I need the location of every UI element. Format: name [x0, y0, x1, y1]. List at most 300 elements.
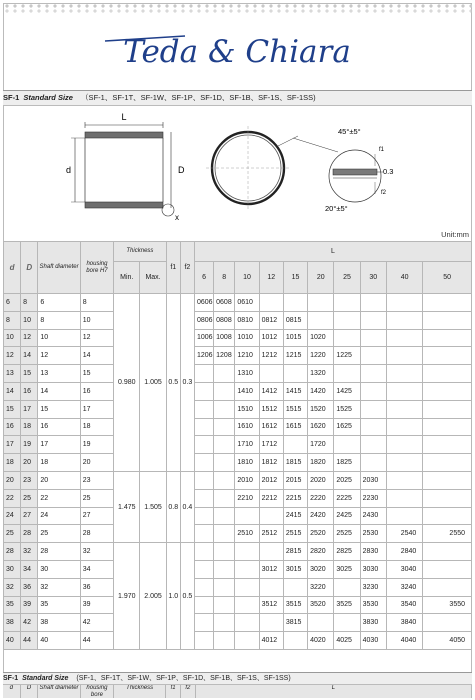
- cell-L-8: [214, 578, 235, 596]
- cell-shaft: 10: [38, 329, 80, 347]
- dim-D: D: [178, 165, 185, 175]
- cell-D: 8: [21, 294, 38, 312]
- cell-L-40: [386, 489, 422, 507]
- cell-L-20: 2820: [308, 543, 334, 561]
- cell-housing: 19: [80, 436, 113, 454]
- cell-L-12: 1712: [259, 436, 283, 454]
- cell-L-12: 1812: [259, 454, 283, 472]
- cell-L-50: [423, 347, 472, 365]
- cell-L-8: 1008: [214, 329, 235, 347]
- cell-L-10: 1410: [235, 382, 259, 400]
- table-row: [4, 347, 472, 365]
- cell-L-50: 4050: [423, 632, 472, 650]
- cell-housing: 42: [80, 614, 113, 632]
- cell-L-25: 1625: [334, 418, 360, 436]
- angle-top: 45°±5°: [338, 127, 361, 136]
- cell-L-40: [386, 418, 422, 436]
- cell-L-10: 1610: [235, 418, 259, 436]
- chamfer-f1: f1: [379, 147, 385, 153]
- cell-L-12: 1212: [259, 347, 283, 365]
- cell-L-50: [423, 454, 472, 472]
- cell-housing: 32: [80, 543, 113, 561]
- cell-L-30: [360, 454, 386, 472]
- dim-d: d: [66, 165, 72, 175]
- cell-shaft: 17: [38, 436, 80, 454]
- cell-L-20: 2520: [308, 525, 334, 543]
- cell-f2: 0.5: [180, 543, 194, 650]
- cell-D: 12: [21, 329, 38, 347]
- chamfer-detail: [293, 127, 393, 213]
- cell-L-40: [386, 471, 422, 489]
- header-label: Standard Size: [23, 93, 73, 102]
- col-L-15: 15: [283, 262, 307, 294]
- cell-L-30: [360, 365, 386, 383]
- cell-L-30: [360, 436, 386, 454]
- cell-L-6: [194, 614, 213, 632]
- cell-d: 24: [4, 507, 21, 525]
- cell-shaft: 16: [38, 418, 80, 436]
- cell-L-50: [423, 382, 472, 400]
- cell-L-12: [259, 365, 283, 383]
- cell-L-12: [259, 507, 283, 525]
- cell-L-15: [283, 436, 307, 454]
- cell-L-6: [194, 525, 213, 543]
- cell-D: 27: [21, 507, 38, 525]
- cell-L-50: [423, 436, 472, 454]
- cell-shaft: 30: [38, 560, 80, 578]
- cell-shaft: 32: [38, 578, 80, 596]
- cell-thickness-max: 2.005: [140, 543, 166, 650]
- cell-shaft: 25: [38, 525, 80, 543]
- cell-housing: 8: [80, 294, 113, 312]
- cell-housing: 28: [80, 525, 113, 543]
- col-D: D: [21, 242, 38, 294]
- cell-d: 20: [4, 471, 21, 489]
- cell-L-10: 0610: [235, 294, 259, 312]
- cell-L-15: 2015: [283, 471, 307, 489]
- cell-housing: 20: [80, 454, 113, 472]
- cell-D: 39: [21, 596, 38, 614]
- col-L-10: 10: [235, 262, 259, 294]
- cell-d: 25: [4, 525, 21, 543]
- cell-L-40: [386, 507, 422, 525]
- cell-L-6: [194, 507, 213, 525]
- bushing-end-view: [206, 126, 298, 210]
- table-row: [4, 560, 472, 578]
- unit-label: Unit:mm: [441, 230, 469, 239]
- cell-L-8: 0608: [214, 294, 235, 312]
- col-housing: housing bore H7: [80, 242, 113, 294]
- cell-housing: 27: [80, 507, 113, 525]
- cell-L-6: [194, 560, 213, 578]
- header-series: （SF-1、SF-1T、SF-1W、SF-1P、SF-1D、SF-1B、SF-1S、SF-1SS): [81, 93, 316, 102]
- cell-shaft: 18: [38, 454, 80, 472]
- cell-L-6: 0806: [194, 311, 213, 329]
- cell-L-40: 2540: [386, 525, 422, 543]
- cell-L-6: [194, 578, 213, 596]
- cell-D: 23: [21, 471, 38, 489]
- cell-L-30: [360, 400, 386, 418]
- cell-L-15: 1015: [283, 329, 307, 347]
- cell-D: 19: [21, 436, 38, 454]
- cell-L-25: 2225: [334, 489, 360, 507]
- cell-housing: 39: [80, 596, 113, 614]
- cell-L-10: [235, 632, 259, 650]
- cell-housing: 14: [80, 347, 113, 365]
- cell-L-8: [214, 400, 235, 418]
- cell-D: 34: [21, 560, 38, 578]
- cell-L-10: 1310: [235, 365, 259, 383]
- cell-housing: 25: [80, 489, 113, 507]
- cell-L-8: [214, 525, 235, 543]
- cell-L-20: [308, 311, 334, 329]
- col-L-8: 8: [214, 262, 235, 294]
- cell-L-12: [259, 578, 283, 596]
- cell-L-25: 1225: [334, 347, 360, 365]
- cell-L-10: 2210: [235, 489, 259, 507]
- cell-d: 18: [4, 454, 21, 472]
- footer-label: Standard Size: [22, 675, 69, 682]
- col-shaft: Shaft diameter: [38, 242, 80, 294]
- cell-L-10: [235, 596, 259, 614]
- cell-d: 13: [4, 365, 21, 383]
- cell-L-8: [214, 560, 235, 578]
- cell-L-8: [214, 543, 235, 561]
- footer-series: (SF-1、SF-1T、SF-1W、SF-1P、SF-1D、SF-1B、SF-1S、SF-1SS): [76, 675, 291, 682]
- table-row: [4, 632, 472, 650]
- cell-d: 12: [4, 347, 21, 365]
- cell-shaft: 13: [38, 365, 80, 383]
- cell-d: 14: [4, 382, 21, 400]
- col-L-40: 40: [386, 262, 422, 294]
- col-L-20: 20: [308, 262, 334, 294]
- cell-L-6: [194, 454, 213, 472]
- cell-L-6: [194, 596, 213, 614]
- cell-L-40: [386, 311, 422, 329]
- cell-L-50: [423, 311, 472, 329]
- cell-L-25: 1825: [334, 454, 360, 472]
- cell-L-50: [423, 365, 472, 383]
- cell-L-50: [423, 614, 472, 632]
- cell-L-20: 2420: [308, 507, 334, 525]
- cell-L-12: 1612: [259, 418, 283, 436]
- table-row: [4, 525, 472, 543]
- cell-L-20: 1720: [308, 436, 334, 454]
- cell-L-30: 2430: [360, 507, 386, 525]
- cell-L-15: 3515: [283, 596, 307, 614]
- cell-d: 28: [4, 543, 21, 561]
- cell-housing: 12: [80, 329, 113, 347]
- cell-housing: 23: [80, 471, 113, 489]
- cell-shaft: 24: [38, 507, 80, 525]
- chamfer-f2: f2: [381, 190, 387, 196]
- cell-L-40: [386, 365, 422, 383]
- cell-L-20: 1520: [308, 400, 334, 418]
- cell-L-12: 4012: [259, 632, 283, 650]
- cell-d: 8: [4, 311, 21, 329]
- cell-d: 30: [4, 560, 21, 578]
- cell-f1: 0.5: [166, 294, 180, 472]
- cell-housing: 18: [80, 418, 113, 436]
- cell-D: 15: [21, 365, 38, 383]
- cell-L-40: [386, 436, 422, 454]
- cell-L-40: 3040: [386, 560, 422, 578]
- cell-L-50: [423, 489, 472, 507]
- cell-D: 17: [21, 400, 38, 418]
- cell-L-6: [194, 418, 213, 436]
- cell-L-25: [334, 311, 360, 329]
- footer-col-1: D: [21, 685, 39, 698]
- cell-L-8: 1208: [214, 347, 235, 365]
- cell-d: 16: [4, 418, 21, 436]
- cell-D: 28: [21, 525, 38, 543]
- cell-L-20: 1620: [308, 418, 334, 436]
- thickness-value: 0.3: [383, 167, 394, 176]
- cell-thickness-min: 0.980: [114, 294, 140, 472]
- cell-d: 35: [4, 596, 21, 614]
- cell-L-15: 3015: [283, 560, 307, 578]
- cell-L-15: [283, 294, 307, 312]
- footer-col-2: Shaft diameter: [38, 685, 80, 698]
- cell-L-50: [423, 329, 472, 347]
- cell-L-30: [360, 418, 386, 436]
- cell-L-12: [259, 294, 283, 312]
- cell-L-40: [386, 294, 422, 312]
- cell-L-30: 2830: [360, 543, 386, 561]
- footer-col-7: L: [196, 685, 472, 698]
- cell-L-15: 2415: [283, 507, 307, 525]
- cell-L-15: 0815: [283, 311, 307, 329]
- cell-thickness-max: 1.505: [140, 471, 166, 542]
- cell-housing: 16: [80, 382, 113, 400]
- angle-bottom: 20°±5°: [325, 204, 348, 213]
- cell-L-40: 3240: [386, 578, 422, 596]
- cell-L-6: [194, 365, 213, 383]
- cell-thickness-min: 1.970: [114, 543, 140, 650]
- cell-D: 44: [21, 632, 38, 650]
- cell-L-12: 2512: [259, 525, 283, 543]
- cell-L-10: [235, 614, 259, 632]
- cell-D: 14: [21, 347, 38, 365]
- cell-L-30: 3230: [360, 578, 386, 596]
- footer-col-6: f2: [181, 685, 196, 698]
- cell-L-20: 4020: [308, 632, 334, 650]
- col-L-30: 30: [360, 262, 386, 294]
- cell-L-12: 2012: [259, 471, 283, 489]
- cell-L-40: 3840: [386, 614, 422, 632]
- table-row: [4, 311, 472, 329]
- cell-housing: 15: [80, 365, 113, 383]
- cell-D: 36: [21, 578, 38, 596]
- cell-L-25: 2425: [334, 507, 360, 525]
- cell-L-20: 1220: [308, 347, 334, 365]
- cell-L-6: 1206: [194, 347, 213, 365]
- col-L: L: [194, 242, 471, 262]
- cell-L-25: 2525: [334, 525, 360, 543]
- cell-L-30: 2230: [360, 489, 386, 507]
- cell-shaft: 8: [38, 311, 80, 329]
- cell-L-40: 4040: [386, 632, 422, 650]
- col-d: d: [4, 242, 21, 294]
- cell-L-25: 4025: [334, 632, 360, 650]
- cell-L-6: [194, 436, 213, 454]
- cell-d: 15: [4, 400, 21, 418]
- cell-L-15: 3815: [283, 614, 307, 632]
- cell-L-20: 2020: [308, 471, 334, 489]
- footer-col-3: housing bore: [81, 685, 114, 698]
- cell-shaft: 40: [38, 632, 80, 650]
- cell-L-30: 2530: [360, 525, 386, 543]
- cell-L-25: 2025: [334, 471, 360, 489]
- cell-L-8: [214, 507, 235, 525]
- table-row: [4, 436, 472, 454]
- cell-L-30: [360, 311, 386, 329]
- table-body: [4, 294, 472, 650]
- footer-code: SF-1: [3, 675, 19, 682]
- table-row: [4, 329, 472, 347]
- cell-shaft: 20: [38, 471, 80, 489]
- cell-L-15: 1415: [283, 382, 307, 400]
- cell-d: 17: [4, 436, 21, 454]
- cell-L-8: [214, 436, 235, 454]
- cell-L-40: [386, 347, 422, 365]
- detail-x: x: [175, 213, 179, 222]
- cell-f1: 1.0: [166, 543, 180, 650]
- cell-L-50: [423, 560, 472, 578]
- cell-L-50: [423, 507, 472, 525]
- footer-header: [3, 673, 472, 685]
- cell-L-50: 3550: [423, 596, 472, 614]
- cell-L-10: [235, 578, 259, 596]
- cell-D: 42: [21, 614, 38, 632]
- cell-L-6: 0606: [194, 294, 213, 312]
- cell-D: 10: [21, 311, 38, 329]
- cell-L-6: 1006: [194, 329, 213, 347]
- cell-d: 6: [4, 294, 21, 312]
- cell-d: 40: [4, 632, 21, 650]
- cell-L-6: [194, 382, 213, 400]
- table-row: [4, 596, 472, 614]
- cell-L-12: 3512: [259, 596, 283, 614]
- cell-L-25: 1525: [334, 400, 360, 418]
- cell-L-15: 1515: [283, 400, 307, 418]
- cell-L-30: 3530: [360, 596, 386, 614]
- cell-L-12: 1512: [259, 400, 283, 418]
- cell-L-8: [214, 382, 235, 400]
- cell-f2: 0.4: [180, 471, 194, 542]
- cell-shaft: 6: [38, 294, 80, 312]
- cell-L-15: 2515: [283, 525, 307, 543]
- cell-L-50: [423, 543, 472, 561]
- table-row: [4, 614, 472, 632]
- cell-housing: 10: [80, 311, 113, 329]
- cell-f2: 0.3: [180, 294, 194, 472]
- dim-L: L: [121, 112, 127, 122]
- cell-D: 20: [21, 454, 38, 472]
- cell-L-25: [334, 578, 360, 596]
- cell-L-15: 2815: [283, 543, 307, 561]
- cell-L-15: [283, 632, 307, 650]
- cell-L-10: 2010: [235, 471, 259, 489]
- cell-L-40: [386, 382, 422, 400]
- cell-shaft: 15: [38, 400, 80, 418]
- cell-L-10: 1210: [235, 347, 259, 365]
- cell-shaft: 14: [38, 382, 80, 400]
- cell-L-25: [334, 365, 360, 383]
- cell-L-10: 1010: [235, 329, 259, 347]
- cell-L-15: 2215: [283, 489, 307, 507]
- table-row: [4, 400, 472, 418]
- cell-L-20: 1420: [308, 382, 334, 400]
- logo-text: Teda & Chiara: [123, 34, 351, 70]
- cell-d: 22: [4, 489, 21, 507]
- cell-L-20: [308, 614, 334, 632]
- col-L-12: 12: [259, 262, 283, 294]
- cell-L-20: 1820: [308, 454, 334, 472]
- cell-shaft: 38: [38, 614, 80, 632]
- top-perforation-2: [3, 8, 472, 14]
- cell-L-20: 3220: [308, 578, 334, 596]
- cell-L-30: 2030: [360, 471, 386, 489]
- brand-logo: [0, 22, 475, 82]
- table-row: [4, 382, 472, 400]
- cell-L-25: [334, 329, 360, 347]
- cell-L-15: [283, 365, 307, 383]
- cell-L-25: [334, 614, 360, 632]
- cell-L-20: 1020: [308, 329, 334, 347]
- cell-L-20: [308, 294, 334, 312]
- cell-L-6: [194, 543, 213, 561]
- cell-shaft: 12: [38, 347, 80, 365]
- col-max: Max.: [140, 262, 166, 294]
- cell-L-10: 1510: [235, 400, 259, 418]
- cell-L-12: [259, 543, 283, 561]
- cell-L-10: 1710: [235, 436, 259, 454]
- cell-L-40: [386, 454, 422, 472]
- cell-L-50: [423, 418, 472, 436]
- cell-d: 32: [4, 578, 21, 596]
- footer-columns: [3, 685, 472, 698]
- cell-L-8: 0808: [214, 311, 235, 329]
- cell-shaft: 35: [38, 596, 80, 614]
- bushing-diagram: [3, 106, 472, 230]
- cell-L-20: 1320: [308, 365, 334, 383]
- cell-L-15: 1615: [283, 418, 307, 436]
- footer-section: [3, 672, 472, 698]
- cell-L-6: [194, 632, 213, 650]
- cell-L-40: [386, 329, 422, 347]
- table-row: [4, 471, 472, 489]
- cell-d: 38: [4, 614, 21, 632]
- cell-L-8: [214, 632, 235, 650]
- cell-L-30: [360, 329, 386, 347]
- cell-L-30: 3030: [360, 560, 386, 578]
- cell-f1: 0.8: [166, 471, 180, 542]
- cell-L-50: 2550: [423, 525, 472, 543]
- cell-L-10: 2510: [235, 525, 259, 543]
- cell-L-10: 0810: [235, 311, 259, 329]
- cell-L-50: [423, 471, 472, 489]
- cell-L-30: [360, 382, 386, 400]
- cell-L-20: 3020: [308, 560, 334, 578]
- cell-L-25: 3025: [334, 560, 360, 578]
- col-min: Min.: [114, 262, 140, 294]
- cell-L-6: [194, 471, 213, 489]
- col-thickness: Thickness: [114, 242, 167, 262]
- cell-L-8: [214, 489, 235, 507]
- cell-d: 10: [4, 329, 21, 347]
- size-table: [3, 241, 472, 650]
